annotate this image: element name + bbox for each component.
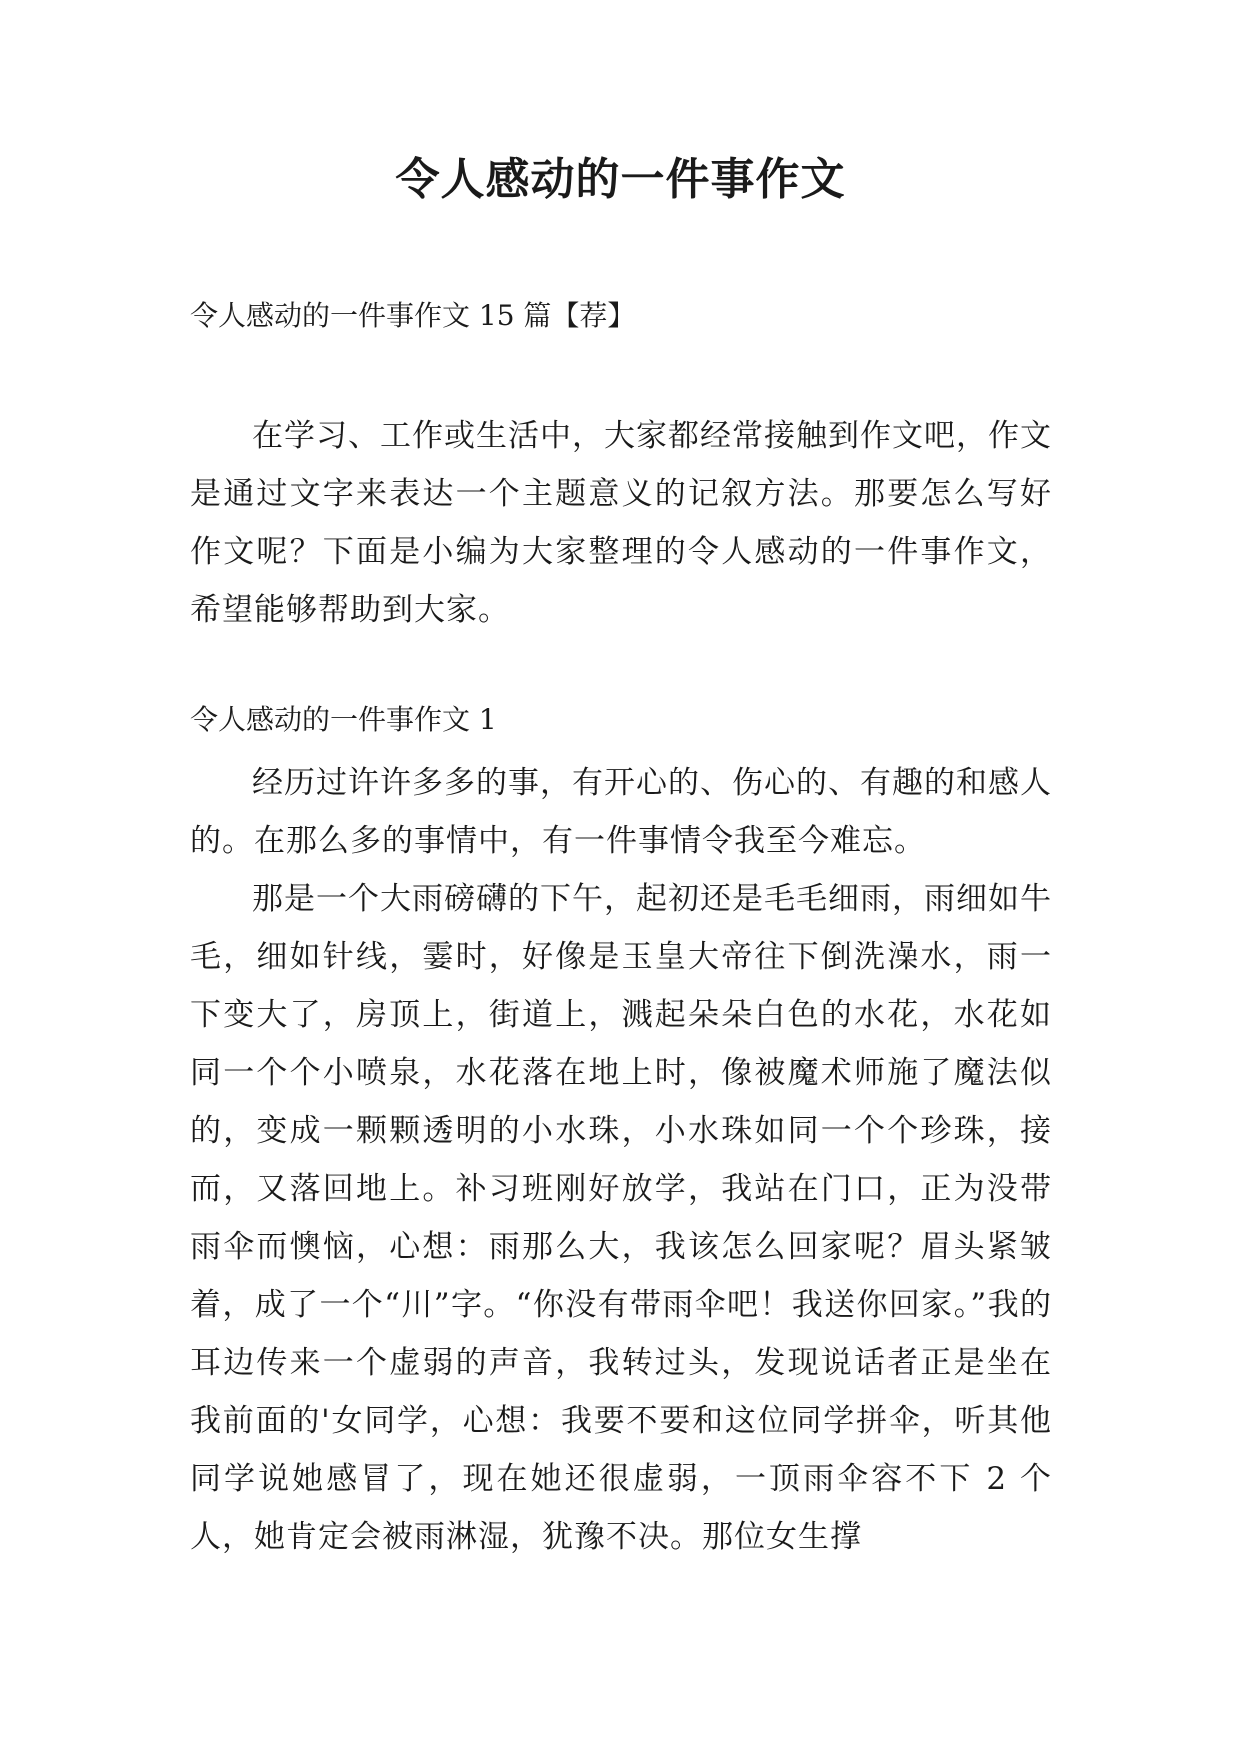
body-paragraph-2: 那是一个大雨磅礴的下午，起初还是毛毛细雨，雨细如牛毛，细如针线，霎时，好像是玉皇大帝往下倒洗澡水，雨一下变大了，房顶上，街道上，溅起朵朵白色的水花，水花如同一个个小喷泉，水花落在地上时，像被魔术师施了魔法似的，变成一颗颗透明的小水珠，小水珠如同一个个珍珠，接而，又落回地上。补习班刚好放学，我站在门口，正为没带雨伞而懊恼，心想：雨那么大，我该怎么回家呢？眉头紧皱着，成了一个“川”字。“你没有带雨伞吧！我送你回家。”我的耳边传来一个虚弱的声音，我转过头，发现说话者正是坐在我前面的'女同学，心想：我要不要和这位同学拼伞，听其他同学说她感冒了，现在她还很虚弱，一顶雨伞容不下 2 个人，她肯定会被雨淋湿，犹豫不决。那位女生撑 — [190, 881, 1052, 1555]
intro-paragraph: 在学习、工作或生活中，大家都经常接触到作文吧，作文是通过文字来表达一个主题意义的记叙方法。那要怎么写好作文呢？下面是小编为大家整理的令人感动的一件事作文，希望能够帮助到大家。 — [190, 418, 1052, 628]
section-heading: 令人感动的一件事作文 1 — [190, 703, 497, 736]
body-paragraph-1: 经历过许许多多的事，有开心的、伤心的、有趣的和感人的。在那么多的事情中，有一件事情令我至今难忘。 — [190, 765, 1052, 859]
document-title: 令人感动的一件事作文 — [395, 154, 846, 205]
document-subtitle: 令人感动的一件事作文 15 篇【荐】 — [190, 299, 636, 332]
section-body — [190, 754, 1052, 1566]
